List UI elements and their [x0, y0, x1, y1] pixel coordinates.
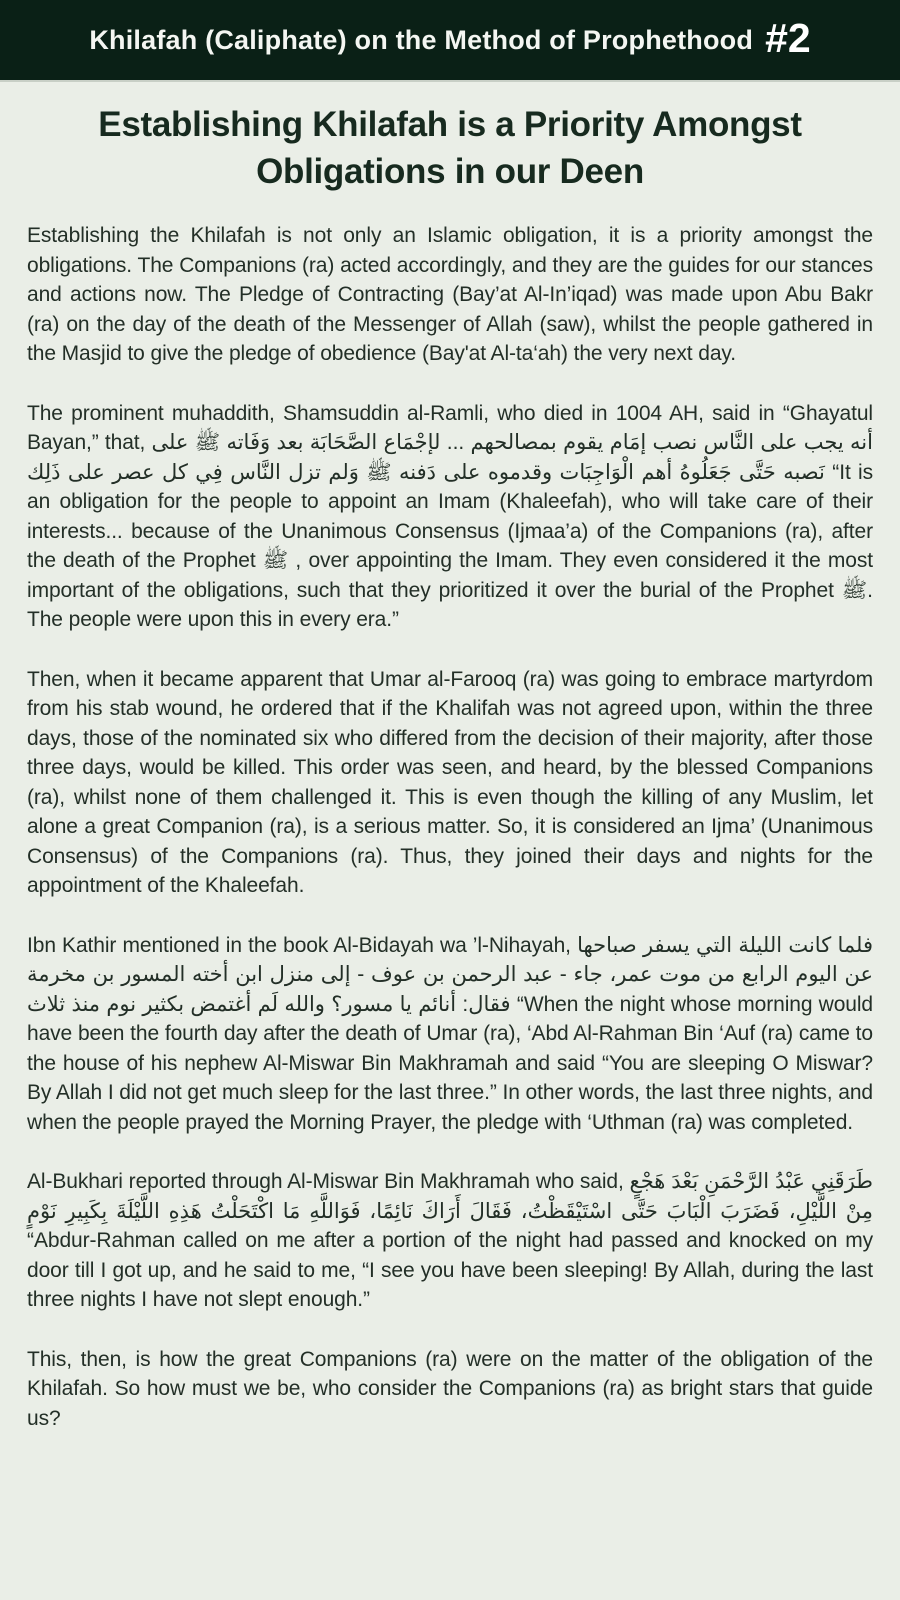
paragraph-conclusion: This, then, is how the great Companions (ra) were on the matter of the obligation of the Khilafah. So how must we be, who consider the Companions (ra) as bright stars that guide us? [27, 1347, 873, 1430]
paragraph-intro: Establishing the Khilafah is not only an Islamic obligation, it is a priority amongst the obligations. The Companions (ra) acted accordingly, and they are the guides for our stances and actions now. The Pledge of Contracting (Bay’at Al-In’iqad) was made upon Abu Bakr (ra) on the day of the death of the Messenger of Allah (saw), whilst the people gathered in the Masjid to give the pledge of obedience (Bay'at Al-ta‘ah) the very next day. [27, 224, 873, 366]
paragraph-bukhari: Al-Bukhari reported through Al-Miswar Bin Makhramah who said, طَرَقَنِي عَبْدُ الرَّحْمَنِ بَعْدَ هَجْعٍ مِنْ اللَّيْلِ، فَضَرَبَ الْبَابَ حَتَّى اسْتَيْقَظْتُ، فَقَالَ أَرَاكَ نَائِمًا، فَوَاللَّهِ مَا اكْتَحَلْتُ هَذِهِ اللَّيْلَةَ بِكَبِيرِ نَوْمٍ “Abdur-Rahman called on me after a portion of the night had passed and knocked on my door till I got up, and he said to me, “I see you have been sleeping! By Allah, during the last three nights I have not slept enough.” [27, 1170, 874, 1312]
article-body [0, 82, 900, 1433]
page-title: Establishing Khilafah is a Priority Amongst Obligations in our Deen [98, 105, 802, 191]
paragraph-ibn-kathir: Ibn Kathir mentioned in the book Al-Bidayah wa ’l-Nihayah, فلما كانت الليلة التي يسفر صباحها عن اليوم الرابع من موت عمر، جاء - عبد الرحمن بن عوف - إلى منزل ابن أخته المسور بن مخرمة فقال: أنائم يا مسور؟ والله لَم أغتمض بكثير نوم منذ ثلاث “When the night whose morning would have been the fourth day after the death of Umar (ra), ‘Abd Al-Rahman Bin ‘Auf (ra) came to the house of his nephew Al-Miswar Bin Makhramah and said “You are sleeping O Miswar? By Allah I did not get much sleep for the last three.” In other words, the last three nights, and when the people prayed the Morning Prayer, the pledge with ‘Uthman (ra) was completed. [27, 933, 873, 1134]
paragraph-ramli-quote: The prominent muhaddith, Shamsuddin al-Ramli, who died in 1004 AH, said in “Ghayatul Bayan,” that, أنه يجب على النَّاس نصب إمَام يقوم بمصالحهم ... لإجْمَاع الصَّحَابَة بعد وَفَاته ﷺ على نَصبه حَتَّى جَعَلُوهُ أهم الْوَاجِبَات وقدموه على دَفنه ﷺ وَلم تزل النَّاس فِي كل عصر على ذَلِك “It is an obligation for the people to appoint an Imam (Khaleefah), who will take care of their interests... because of the Unanimous Consensus (Ijmaa’a) of the Companions (ra), after the death of the Prophet ﷺ , over appointing the Imam. They even considered it the most important of the obligations, such that they prioritized it over the burial of the Prophet ﷺ. The people were upon this in every era.” [27, 401, 874, 632]
paragraph-umar-order: Then, when it became apparent that Umar al-Farooq (ra) was going to embrace martyrdom from his stab wound, he ordered that if the Khalifah was not agreed upon, within the three days, those of the nominated six who differed from the decision of their majority, after those three days, would be killed. This order was seen, and heard, by the blessed Companions (ra), whilst none of them challenged it. This is even though the killing of any Muslim, let alone a great Companion (ra), is a serious matter. So, it is considered an Ijma’ (Unanimous Consensus) of the Companions (ra). Thus, they joined their days and nights for the appointment of the Khaleefah. [27, 667, 873, 898]
header-title: Khilafah (Caliphate) on the Method of Prophethood [89, 24, 754, 55]
header-bar [0, 0, 900, 82]
issue-number-badge: #2 [765, 14, 811, 61]
